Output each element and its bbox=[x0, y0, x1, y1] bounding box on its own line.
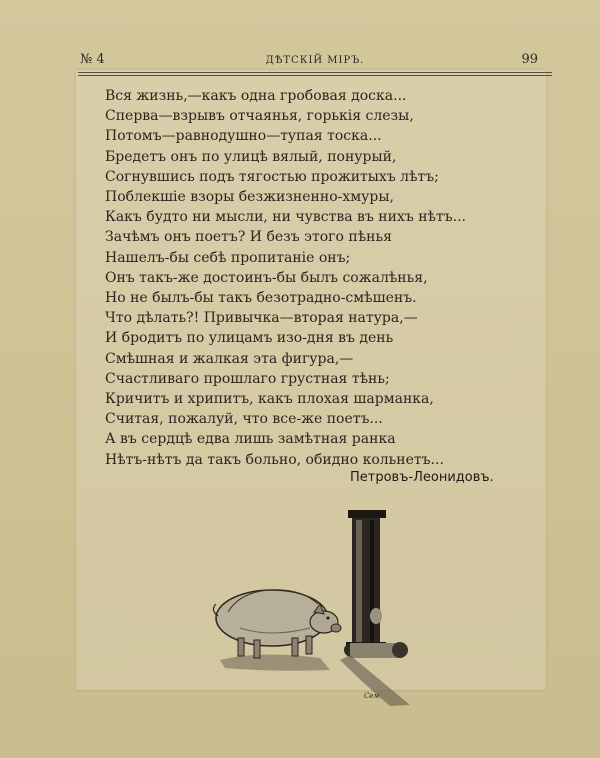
poem-line: И бродитъ по улицамъ изо-дня въ день bbox=[105, 330, 394, 347]
poem-line: Потомъ—равнодушно—тупая тоска... bbox=[105, 128, 382, 145]
poem-line: Согнувшись подъ тягостью прожитыхъ лѣтъ; bbox=[105, 168, 439, 185]
poem-text bbox=[105, 86, 525, 470]
poem-line: Считая, пожалуй, что все-же поетъ... bbox=[105, 411, 383, 428]
poem-line: А въ сердцѣ едва лишь замѣтная ранка bbox=[105, 431, 396, 448]
artist-mark: Сем bbox=[364, 692, 380, 700]
poem-line: Кричитъ и хрипитъ, какъ плохая шарманка, bbox=[105, 391, 434, 408]
poem-line: Смѣшная и жалкая эта фигура,— bbox=[105, 350, 354, 367]
author-signature: Петровъ-Леонидовъ. bbox=[350, 470, 494, 485]
pig-and-coffin-illustration bbox=[200, 500, 420, 710]
poem-line: Нашелъ-бы себѣ пропитаніе онъ; bbox=[105, 249, 351, 266]
pig bbox=[213, 590, 341, 658]
poem-line: Но не былъ-бы такъ безотрадно-смѣшенъ. bbox=[105, 290, 417, 307]
page-number: 99 bbox=[521, 52, 538, 67]
poem-line: Нѣтъ-нѣтъ да такъ больно, обидно кольнетъ... bbox=[105, 451, 444, 468]
poem-line: Онъ такъ-же достоинъ-бы былъ сожалѣнья, bbox=[105, 269, 428, 286]
poem-line: Поблекшіе взоры безжизненно-хмуры, bbox=[105, 189, 394, 206]
issue-number: № 4 bbox=[80, 52, 105, 67]
poem-line: Вся жизнь,—какъ одна гробовая доска... bbox=[105, 88, 407, 104]
journal-title: ДѢТСКІЙ МІРЪ. bbox=[265, 55, 365, 66]
poem-line: Зачѣмъ онъ поетъ? И безъ этого пѣнья bbox=[105, 229, 392, 246]
coffin-lid bbox=[346, 510, 386, 648]
running-header bbox=[78, 50, 552, 73]
poem-line: Бредетъ онъ по улицѣ вялый, понурый, bbox=[105, 148, 397, 165]
poem-line: Что дѣлать?! Привычка—вторая натура,— bbox=[105, 310, 418, 327]
roller bbox=[344, 642, 408, 658]
poem-line: Счастливаго прошлаго грустная тѣнь; bbox=[105, 370, 390, 387]
poem-line: Сперва—взрывъ отчаянья, горькія слезы, bbox=[105, 108, 414, 125]
poem-line: Какъ будто ни мысли, ни чувства въ нихъ нѣтъ... bbox=[105, 209, 466, 226]
